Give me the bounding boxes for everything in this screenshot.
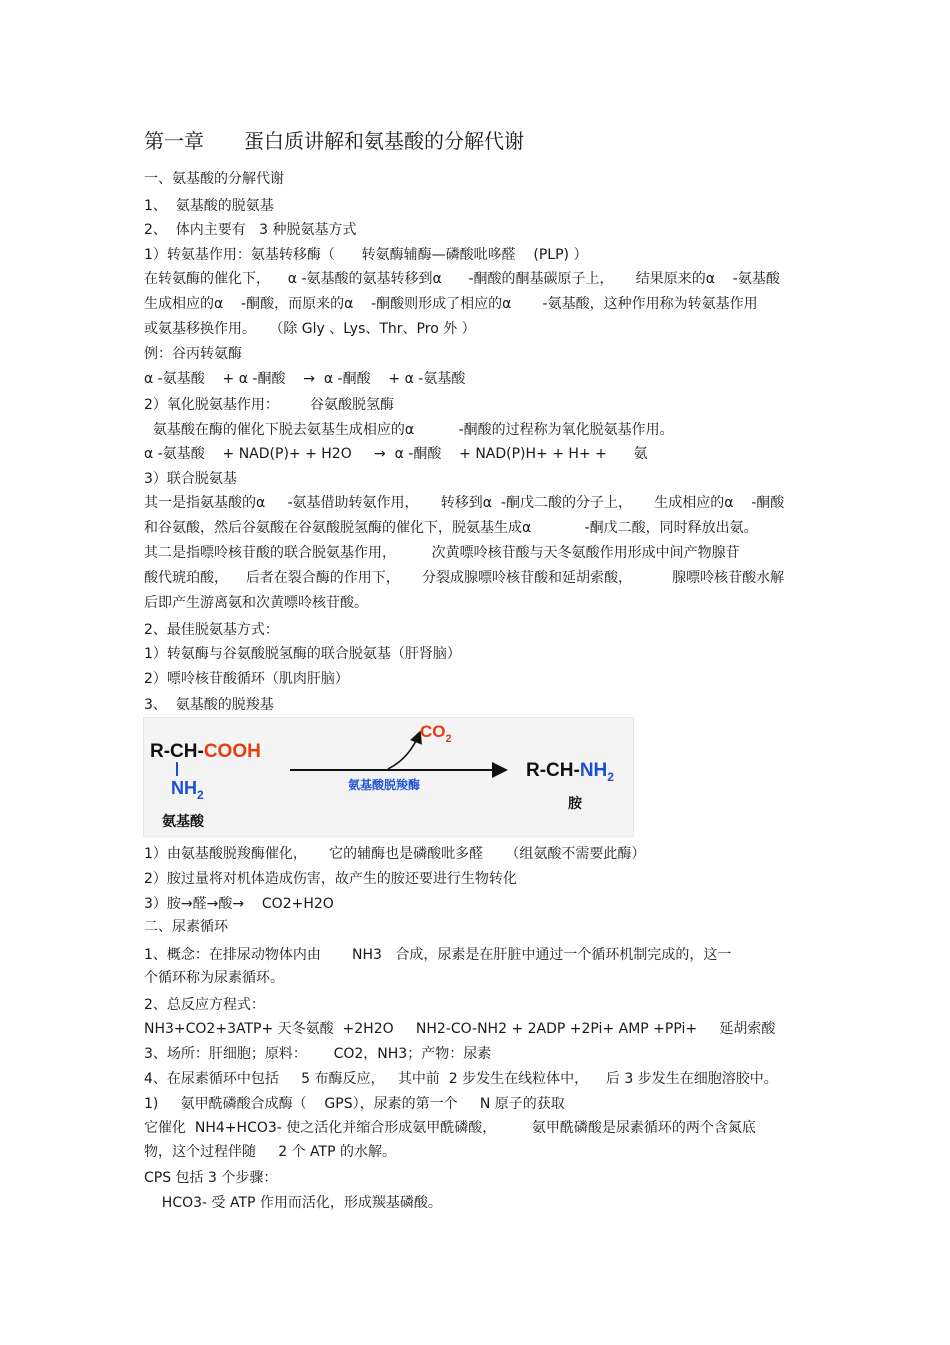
text-line: 它催化 NH4+HCO3- 使之活化并缩合形成氨甲酰磷酸， 氨甲酰磷酸是尿素循环的两个含氮底 xyxy=(144,1120,756,1136)
equation-line: α -氨基酸 + α -酮酸 → α -酮酸 + α -氨基酸 xyxy=(144,371,466,387)
text-line: 后即产生游离氨和次黄嘌呤核苷酸。 xyxy=(144,595,368,611)
text-line: 2、总反应方程式： xyxy=(144,997,265,1013)
text-line: 1) 氨甲酰磷酸合成酶（ GPS），尿素的第一个 N 原子的获取 xyxy=(144,1096,565,1112)
text-line: 2）胺过量将对机体造成伤害，故产生的胺还要进行生物转化 xyxy=(144,871,517,887)
text-line: 2）嘌呤核苷酸循环（肌肉肝脑） xyxy=(144,671,349,687)
product-formula: $R-CH-NH_2$ xyxy=(526,760,614,784)
reactant-label: 氨基酸 xyxy=(162,815,204,830)
reaction-diagram xyxy=(144,718,633,836)
decarboxylation-figure xyxy=(143,717,634,837)
text-line: 3）联合脱氨基 xyxy=(144,471,237,487)
text-line: 4、在尿素循环中包括 5 布酶反应， 其中前 2 步发生在线粒体中， 后 3 步发生在细胞溶胶中。 xyxy=(144,1071,778,1087)
text-line: 2、最佳脱氨基方式： xyxy=(144,622,279,638)
page-title: 第一章 蛋白质讲解和氨基酸的分解代谢 xyxy=(144,129,524,153)
text-line: HCO3- 受 ATP 作用而活化，形成羰基磷酸。 xyxy=(144,1195,442,1211)
enzyme-label: 氨基酸脱羧酶 xyxy=(348,778,421,792)
section-heading: 一、氨基酸的分解代谢 xyxy=(144,171,284,187)
text-line: 个循环称为尿素循环。 xyxy=(144,970,284,986)
text-line: 氨基酸在酶的催化下脱去氨基生成相应的α -酮酸的过程称为氧化脱氨基作用。 xyxy=(144,422,674,438)
text-line: 1、 氨基酸的脱氨基 xyxy=(144,198,274,214)
text-line: 其一是指氨基酸的α -氨基借助转氨作用， 转移到α -酮戊二酸的分子上， 生成相应的α -酮酸 xyxy=(144,495,785,511)
reactant-formula: R-CH-COOH xyxy=(150,741,261,762)
equation-line: α -氨基酸 + NAD(P)+ + H2O → α -酮酸 + NAD(P)H+ + H+ + 氨 xyxy=(144,446,648,462)
text-line: 2）氧化脱氨基作用： 谷氨酸脱氢酶 xyxy=(144,397,395,413)
text-line: 在转氨酶的催化下， α -氨基酸的氨基转移到α -酮酸的酮基碳原子上， 结果原来的α -氨基酸 xyxy=(144,271,780,287)
text-line: 1）转氨酶与谷氨酸脱氢酶的联合脱氨基（肝肾脑） xyxy=(144,646,461,662)
text-line: 2、 体内主要有 3 种脱氨基方式 xyxy=(144,222,357,238)
equation-line: NH3+CO2+3ATP+ 天冬氨酸 +2H2O NH2-CO-NH2 + 2ADP +2Pi+ AMP +PPi+ 延胡索酸 xyxy=(144,1021,776,1037)
text-line: 3）胺→醛→酸→ CO2+H2O xyxy=(144,896,334,912)
text-line: 例：谷丙转氨酶 xyxy=(144,346,242,362)
text-line: 物，这个过程伴随 2 个 ATP 的水解。 xyxy=(144,1144,396,1160)
text-line: 或氨基移换作用。 （除 Gly 、Lys、Thr、Pro 外 ） xyxy=(144,321,476,337)
text-line: 1、概念：在排尿动物体内由 NH3 合成，尿素是在肝脏中通过一个循环机制完成的，这一 xyxy=(144,947,732,963)
co2-label: $CO_2$ xyxy=(420,722,452,745)
text-line: 1）由氨基酸脱羧酶催化， 它的辅酶也是磷酸吡多醛 （组氨酸不需要此酶） xyxy=(144,846,646,862)
text-line: 3、 氨基酸的脱羧基 xyxy=(144,697,274,713)
section-heading: 二、尿素循环 xyxy=(144,919,228,935)
text-line: 生成相应的α -酮酸，而原来的α -酮酸则形成了相应的α -氨基酸，这种作用称为转氨基作用 xyxy=(144,296,758,312)
product-label: 胺 xyxy=(568,797,582,812)
text-line: 其二是指嘌呤核苷酸的联合脱氨基作用， 次黄嘌呤核苷酸与天冬氨酸作用形成中间产物腺苷 xyxy=(144,545,740,561)
co2-release-arrow xyxy=(388,732,420,769)
text-line: CPS 包括 3 个步骤： xyxy=(144,1170,278,1186)
text-line: 1）转氨基作用：氨基转移酶（ 转氨酶辅酶—磷酸吡哆醛 (PLP) ） xyxy=(144,247,588,263)
reactant-amine: $NH_2$ xyxy=(171,778,204,802)
text-line: 酸代琥珀酸， 后者在裂合酶的作用下， 分裂成腺嘌呤核苷酸和延胡索酸， 腺嘌呤核苷酸水解 xyxy=(144,570,785,586)
text-line: 和谷氨酸，然后谷氨酸在谷氨酸脱氢酶的催化下，脱氨基生成α -酮戊二酸，同时释放出氨。 xyxy=(144,520,758,536)
text-line: 3、场所：肝细胞；原料： CO2，NH3；产物：尿素 xyxy=(144,1046,492,1062)
